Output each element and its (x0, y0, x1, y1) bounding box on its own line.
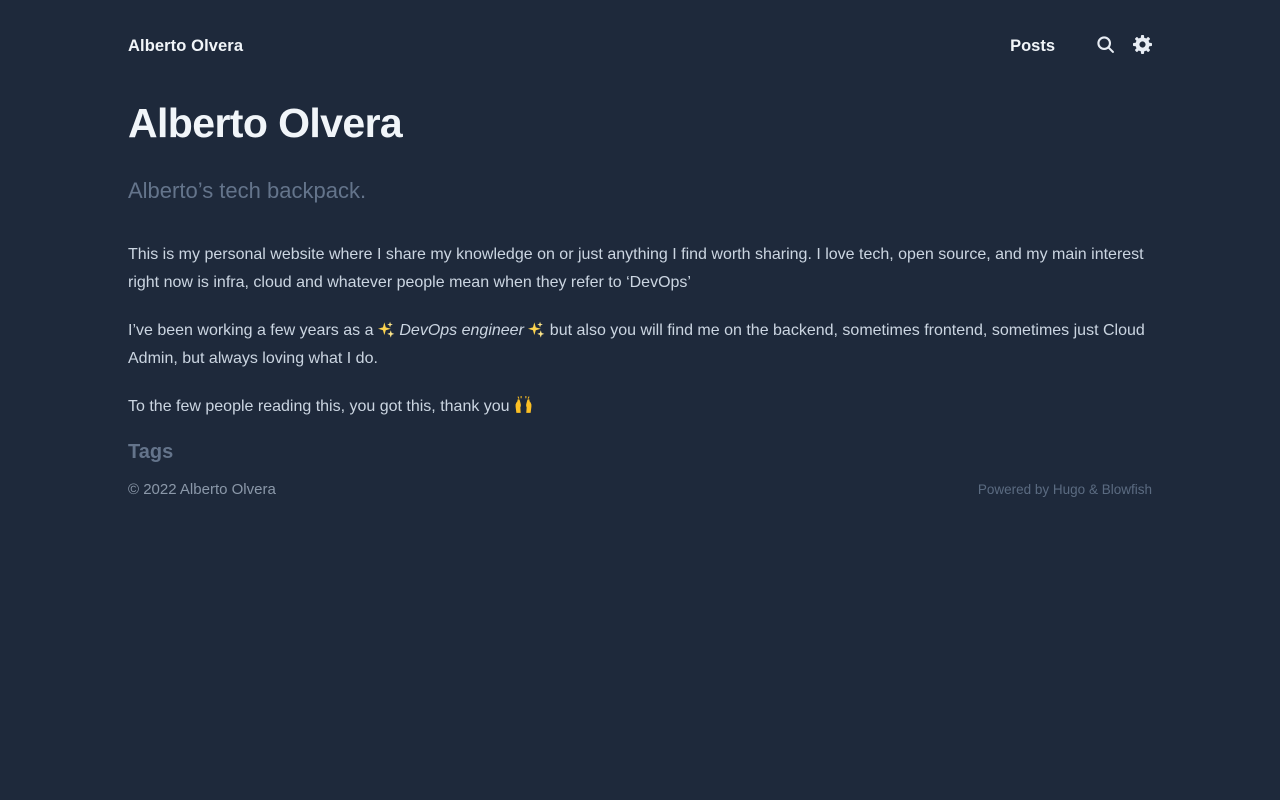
sparkles-icon (528, 321, 545, 338)
bio-paragraph-3: To the few people reading this, you got this, thank you (128, 393, 1152, 421)
emphasis-devops-engineer: DevOps engineer (399, 322, 524, 339)
sparkles-icon (378, 321, 395, 338)
copyright-text: © 2022 Alberto Olvera (128, 481, 276, 498)
bio-content (128, 241, 1152, 421)
nav-item-posts[interactable]: Posts (1010, 36, 1055, 55)
site-title-link[interactable]: Alberto Olvera (128, 36, 244, 55)
raised-hands-icon (514, 396, 533, 414)
page-subtitle: Alberto’s tech backpack. (128, 178, 367, 203)
powered-by-text: Powered by Hugo & Blowfish (977, 482, 1152, 497)
bio-paragraph-1: This is my personal website where I share my knowledge on or just anything I find worth sharing. I love tech, open source, and my main interest right now is infra, cloud and whatever people mean when they refer to ‘DevOps’ (128, 246, 1144, 291)
gear-icon (1133, 35, 1152, 57)
bio-paragraph-2: I’ve been working a few years as a DevOps engineer but also you will find me on the backend, sometimes frontend, sometimes just Cloud Admin, but always loving what I do. (128, 322, 1145, 367)
search-icon (1095, 34, 1116, 58)
hugo-link[interactable]: Hugo (1052, 482, 1086, 497)
blowfish-link[interactable]: Blowfish (1101, 482, 1152, 497)
appearance-toggle-button[interactable] (1133, 35, 1152, 57)
main-content (128, 100, 1152, 421)
search-button[interactable] (1095, 34, 1116, 58)
tags-heading: Tags (128, 441, 174, 463)
footer-section (128, 441, 1152, 534)
page-title: Alberto Olvera (128, 100, 403, 146)
site-header (128, 34, 1152, 58)
main-nav (1010, 34, 1152, 58)
site-footer (128, 481, 1152, 534)
